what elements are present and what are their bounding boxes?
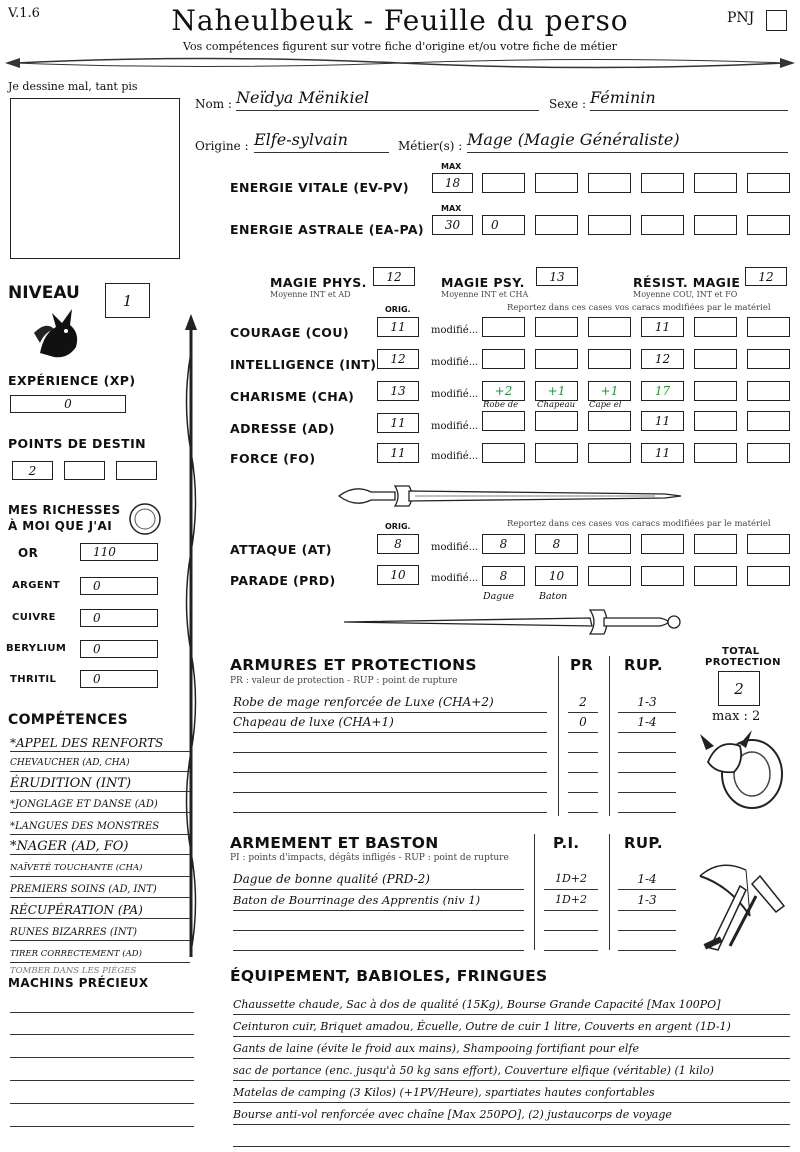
total-protection-label: PROTECTION <box>705 657 781 668</box>
armor-row-name[interactable] <box>233 755 547 773</box>
combat-mod-box[interactable] <box>694 566 737 586</box>
pi-label: P.I. <box>553 834 580 852</box>
stat-orig-int[interactable]: 12 <box>377 349 419 369</box>
ea-box[interactable] <box>747 215 790 235</box>
report-note: Reportez dans ces cases vos caracs modifiées par le matériel <box>507 303 771 313</box>
modifie-label: modifié... <box>431 357 479 368</box>
stat-mod-box[interactable] <box>482 317 525 337</box>
total-protection-box[interactable]: 2 <box>718 671 760 706</box>
combat-mod-box[interactable]: 10 <box>535 566 578 586</box>
combat-mod-box[interactable] <box>588 566 631 586</box>
ea-current-box[interactable]: 0 <box>482 215 525 235</box>
stat-mod-box[interactable] <box>694 349 737 369</box>
parade-orig-box[interactable]: 10 <box>377 565 419 585</box>
orig-label: ORIG. <box>385 305 411 314</box>
attaque-orig-box[interactable]: 8 <box>377 534 419 554</box>
weapon-row-rup[interactable]: 1-3 <box>618 893 676 911</box>
metier-field[interactable]: Mage (Magie Généraliste) <box>467 130 788 153</box>
sexe-label: Sexe : <box>549 97 587 111</box>
modifie-label: modifié... <box>431 542 479 553</box>
thritil-label: THRITIL <box>10 674 57 685</box>
orig-label: ORIG. <box>385 522 411 531</box>
argent-box[interactable]: 0 <box>80 577 158 595</box>
ea-box[interactable] <box>535 215 578 235</box>
stat-mod-box[interactable] <box>747 443 790 463</box>
armor-row-name[interactable]: Chapeau de luxe (CHA+1) <box>233 715 547 733</box>
stat-mod-box[interactable]: +1 <box>588 381 631 401</box>
stat-mod-box[interactable]: 11 <box>641 411 684 431</box>
armor-row-name[interactable]: Robe de mage renforcée de Luxe (CHA+2) <box>233 695 547 713</box>
modifie-label: modifié... <box>431 325 479 336</box>
arrow-ornament-icon <box>0 52 800 74</box>
wealth-label-2: À MOI QUE J'AI <box>8 519 113 533</box>
stat-mod-box[interactable]: +2 <box>482 381 525 401</box>
resist-magie-box[interactable]: 12 <box>745 267 787 286</box>
origine-label: Origine : <box>195 139 249 153</box>
stat-mod-box[interactable]: 11 <box>641 317 684 337</box>
magie-phys-box[interactable]: 12 <box>373 267 415 286</box>
skill-item[interactable]: PREMIERS SOINS (AD, INT) <box>10 881 190 898</box>
armor-subtitle: PR : valeur de protection - RUP : point de rupture <box>230 676 458 686</box>
stat-label-fo: FORCE (FO) <box>230 451 316 466</box>
destin-box[interactable] <box>64 461 105 480</box>
combat-mod-box[interactable]: 8 <box>482 566 525 586</box>
weapon-row-rup[interactable] <box>618 933 676 951</box>
weapon-row-name[interactable]: Baton de Bourrinage des Apprentis (niv 1) <box>233 893 524 911</box>
armor-row-rup[interactable] <box>618 795 676 813</box>
ev-max-box[interactable]: 18 <box>432 173 473 193</box>
sword-icon <box>340 604 685 640</box>
stat-orig-cha[interactable]: 13 <box>377 381 419 401</box>
stat-label-int: INTELLIGENCE (INT) <box>230 357 377 372</box>
precious-title: MACHINS PRÉCIEUX <box>8 976 149 990</box>
page-title: Naheulbeuk - Feuille du perso <box>171 4 629 37</box>
equipment-line[interactable]: Matelas de camping (3 Kilos) (+1PV/Heure), spartiates hautes confortables <box>233 1082 790 1103</box>
armor-title: ARMURES ET PROTECTIONS <box>230 656 477 674</box>
precious-line[interactable] <box>10 1103 194 1104</box>
ev-max-label: MAX <box>441 162 462 171</box>
stat-mod-box[interactable] <box>588 317 631 337</box>
skill-item[interactable]: RÉCUPÉRATION (PA) <box>10 902 190 919</box>
equipment-title: ÉQUIPEMENT, BABIOLES, FRINGUES <box>230 967 548 985</box>
xp-label: EXPÉRIENCE (XP) <box>8 373 136 388</box>
combat-mod-box[interactable] <box>694 534 737 554</box>
stat-mod-box[interactable] <box>588 443 631 463</box>
stat-label-cou: COURAGE (COU) <box>230 325 349 340</box>
stat-mod-box[interactable] <box>535 349 578 369</box>
weapons-divider <box>534 834 535 950</box>
ea-max-box[interactable]: 30 <box>432 215 473 235</box>
origine-field[interactable]: Elfe-sylvain <box>254 130 389 153</box>
armor-row-rup[interactable] <box>618 755 676 773</box>
stat-mod-box[interactable]: 12 <box>641 349 684 369</box>
skill-item[interactable]: *LANGUES DES MONSTRES <box>10 818 190 835</box>
equipment-line[interactable]: Gants de laine (évite le froid aux mains), Shampooing fortifiant pour elfe <box>233 1038 790 1059</box>
stat-orig-ad[interactable]: 11 <box>377 413 419 433</box>
magie-psy-box[interactable]: 13 <box>536 267 578 286</box>
resist-magie-sub: Moyenne COU, INT et FO <box>633 290 738 299</box>
skill-item[interactable]: *JONGLAGE ET DANSE (AD) <box>10 796 190 813</box>
shield-helmet-icon <box>700 724 788 814</box>
ev-box[interactable] <box>482 173 525 193</box>
destin-box[interactable]: 2 <box>12 461 53 480</box>
weapon-row-pi[interactable] <box>544 913 598 931</box>
or-label: OR <box>18 546 39 560</box>
modifie-label: modifié... <box>431 573 479 584</box>
max-note: max : 2 <box>712 709 761 724</box>
stat-label-cha: CHARISME (CHA) <box>230 389 355 404</box>
rup-label: RUP. <box>624 656 663 674</box>
ea-box[interactable] <box>694 215 737 235</box>
stat-mod-box[interactable] <box>694 317 737 337</box>
skill-item[interactable]: RUNES BIZARRES (INT) <box>10 924 190 941</box>
armor-row-pr[interactable]: 2 <box>568 695 598 713</box>
magie-psy-label: MAGIE PSY. <box>441 275 525 290</box>
armor-row-rup[interactable] <box>618 775 676 793</box>
precious-line[interactable] <box>10 1034 194 1035</box>
stat-mod-box[interactable]: 17 <box>641 381 684 401</box>
stat-mod-box[interactable] <box>482 443 525 463</box>
weapon-row-rup[interactable]: 1-4 <box>618 872 676 890</box>
berylium-label: BERYLIUM <box>6 643 67 654</box>
nom-field[interactable]: Neïdya Mënikiel <box>236 88 539 111</box>
armor-divider <box>609 656 610 816</box>
berylium-box[interactable]: 0 <box>80 640 158 658</box>
version-label: V.1.6 <box>8 6 40 21</box>
stat-mod-box[interactable] <box>535 443 578 463</box>
armor-row-name[interactable] <box>233 775 547 793</box>
or-box[interactable]: 110 <box>80 543 158 561</box>
sexe-field[interactable]: Féminin <box>590 88 788 111</box>
combat-note: Dague <box>483 591 515 602</box>
stat-orig-cou[interactable]: 11 <box>377 317 419 337</box>
parade-label: PARADE (PRD) <box>230 573 336 588</box>
cha-note: Chapeau <box>537 400 576 410</box>
skills-title: COMPÉTENCES <box>8 712 128 728</box>
ev-box[interactable] <box>535 173 578 193</box>
sword-icon <box>335 478 685 514</box>
precious-line[interactable] <box>10 1012 194 1013</box>
nom-label: Nom : <box>195 97 232 111</box>
cha-note: Cape el <box>589 400 622 410</box>
precious-line[interactable] <box>10 1080 194 1081</box>
skill-item[interactable]: *NAGER (AD, FO) <box>10 838 190 855</box>
modifie-label: modifié... <box>431 451 479 462</box>
dragon-icon <box>32 303 84 361</box>
rup-label: RUP. <box>624 834 663 852</box>
armor-row-pr[interactable] <box>568 775 598 793</box>
armor-row-rup[interactable]: 1-4 <box>618 715 676 733</box>
skill-item[interactable]: CHEVAUCHER (AD, CHA) <box>10 755 190 772</box>
stat-mod-box[interactable] <box>694 443 737 463</box>
magie-psy-sub: Moyenne INT et CHA <box>441 290 529 299</box>
stat-mod-box[interactable] <box>747 349 790 369</box>
combat-mod-box[interactable]: 8 <box>482 534 525 554</box>
weapon-row-pi[interactable]: 1D+2 <box>544 893 598 911</box>
pnj-label: PNJ <box>727 10 755 26</box>
ev-box[interactable] <box>747 173 790 193</box>
coin-icon <box>127 501 163 537</box>
combat-mod-box[interactable] <box>747 566 790 586</box>
weapon-row-rup[interactable] <box>618 913 676 931</box>
argent-label: ARGENT <box>12 580 61 591</box>
cuivre-box[interactable]: 0 <box>80 609 158 627</box>
ev-label: ENERGIE VITALE (EV-PV) <box>230 180 409 195</box>
ev-box[interactable] <box>694 173 737 193</box>
modifie-label: modifié... <box>431 421 479 432</box>
weapon-row-name[interactable] <box>233 913 524 931</box>
skill-item[interactable]: ÉRUDITION (INT) <box>10 775 190 792</box>
stat-mod-box[interactable] <box>747 411 790 431</box>
equipment-line[interactable]: Chaussette chaude, Sac à dos de qualité (15Kg), Bourse Grande Capacité [Max 100PO] <box>233 994 790 1015</box>
weapons-subtitle: PI : points d'impacts, dégâts infligés - RUP : point de rupture <box>230 853 509 863</box>
niveau-box[interactable]: 1 <box>105 283 150 318</box>
stat-mod-box[interactable] <box>482 349 525 369</box>
skill-item[interactable]: NAÏVETÉ TOUCHANTE (CHA) <box>10 860 190 877</box>
wealth-label-1: MES RICHESSES <box>8 503 121 517</box>
armor-row-pr[interactable] <box>568 735 598 753</box>
ea-label: ENERGIE ASTRALE (EA-PA) <box>230 222 425 237</box>
stat-mod-box[interactable] <box>482 411 525 431</box>
xp-box[interactable]: 0 <box>10 395 126 413</box>
armor-row-name[interactable] <box>233 795 547 813</box>
cha-note: Robe de <box>483 400 519 410</box>
combat-mod-box[interactable] <box>641 534 684 554</box>
precious-line[interactable] <box>10 1126 194 1127</box>
page-subtitle: Vos compétences figurent sur votre fiche d'origine et/ou votre fiche de métier <box>183 40 617 53</box>
pnj-checkbox[interactable] <box>766 10 787 31</box>
magie-phys-sub: Moyenne INT et AD <box>270 290 351 299</box>
combat-mod-box[interactable] <box>641 566 684 586</box>
ea-box[interactable] <box>588 215 631 235</box>
combat-mod-box[interactable] <box>588 534 631 554</box>
stat-mod-box[interactable]: +1 <box>535 381 578 401</box>
weapon-row-name[interactable] <box>233 933 524 951</box>
ev-box[interactable] <box>641 173 684 193</box>
destin-box[interactable] <box>116 461 157 480</box>
armor-row-rup[interactable]: 1-3 <box>618 695 676 713</box>
weapon-row-pi[interactable] <box>544 933 598 951</box>
modifie-label: modifié... <box>431 389 479 400</box>
equipment-line[interactable]: sac de portance (enc. jusqu'à 50 kg sans effort), Couverture elfique (véritable) (1 kilo) <box>233 1060 790 1081</box>
combat-mod-box[interactable] <box>747 534 790 554</box>
stat-mod-box[interactable] <box>588 349 631 369</box>
ev-box[interactable] <box>588 173 631 193</box>
skill-item[interactable]: TOMBER DANS LES PIÈGES <box>10 966 137 976</box>
attaque-label: ATTAQUE (AT) <box>230 542 332 557</box>
ea-box[interactable] <box>641 215 684 235</box>
portrait-caption: Je dessine mal, tant pis <box>8 80 138 93</box>
report-note: Reportez dans ces cases vos caracs modifiées par le matériel <box>507 519 771 529</box>
skill-item[interactable]: *APPEL DES RENFORTS <box>10 735 190 752</box>
weapons-divider <box>609 834 610 950</box>
stat-mod-box[interactable] <box>694 411 737 431</box>
equipment-line[interactable]: Ceinturon cuir, Briquet amadou, Écuelle, Outre de cuir 1 litre, Couverts en argent (1D-1) <box>233 1016 790 1037</box>
stat-mod-box[interactable] <box>694 381 737 401</box>
metier-label: Métier(s) : <box>398 139 463 153</box>
combat-note: Baton <box>539 591 568 602</box>
portrait-frame[interactable] <box>10 98 180 259</box>
combat-mod-box[interactable]: 8 <box>535 534 578 554</box>
armor-row-name[interactable] <box>233 735 547 753</box>
destin-label: POINTS DE DESTIN <box>8 436 147 451</box>
precious-line[interactable] <box>10 1057 194 1058</box>
armor-row-rup[interactable] <box>618 735 676 753</box>
thritil-box[interactable]: 0 <box>80 670 158 688</box>
armor-row-pr[interactable]: 0 <box>568 715 598 733</box>
weapon-row-pi[interactable]: 1D+2 <box>544 872 598 890</box>
cuivre-label: CUIVRE <box>12 612 56 623</box>
total-protection-label: TOTAL <box>722 646 760 657</box>
magie-phys-label: MAGIE PHYS. <box>270 275 367 290</box>
stat-mod-box[interactable] <box>535 317 578 337</box>
stat-mod-box[interactable] <box>535 411 578 431</box>
stat-mod-box[interactable] <box>747 381 790 401</box>
stat-label-ad: ADRESSE (AD) <box>230 421 335 436</box>
armor-row-pr[interactable] <box>568 795 598 813</box>
weapon-row-name[interactable]: Dague de bonne qualité (PRD-2) <box>233 872 524 890</box>
ea-max-label: MAX <box>441 204 462 213</box>
niveau-label: NIVEAU <box>8 283 80 303</box>
weapons-icon <box>690 856 790 956</box>
equipment-line[interactable]: Bourse anti-vol renforcée avec chaîne [Max 250PO], (2) justaucorps de voyage <box>233 1104 790 1125</box>
equipment-line[interactable] <box>233 1126 790 1147</box>
resist-magie-label: RÉSIST. MAGIE <box>633 275 741 290</box>
skill-item[interactable]: TIRER CORRECTEMENT (AD) <box>10 946 190 963</box>
armor-divider <box>558 656 559 816</box>
weapons-title: ARMEMENT ET BASTON <box>230 834 439 852</box>
stat-orig-fo[interactable]: 11 <box>377 443 419 463</box>
stat-mod-box[interactable]: 11 <box>641 443 684 463</box>
stat-mod-box[interactable] <box>588 411 631 431</box>
stat-mod-box[interactable] <box>747 317 790 337</box>
pr-label: PR <box>570 656 594 674</box>
armor-row-pr[interactable] <box>568 755 598 773</box>
